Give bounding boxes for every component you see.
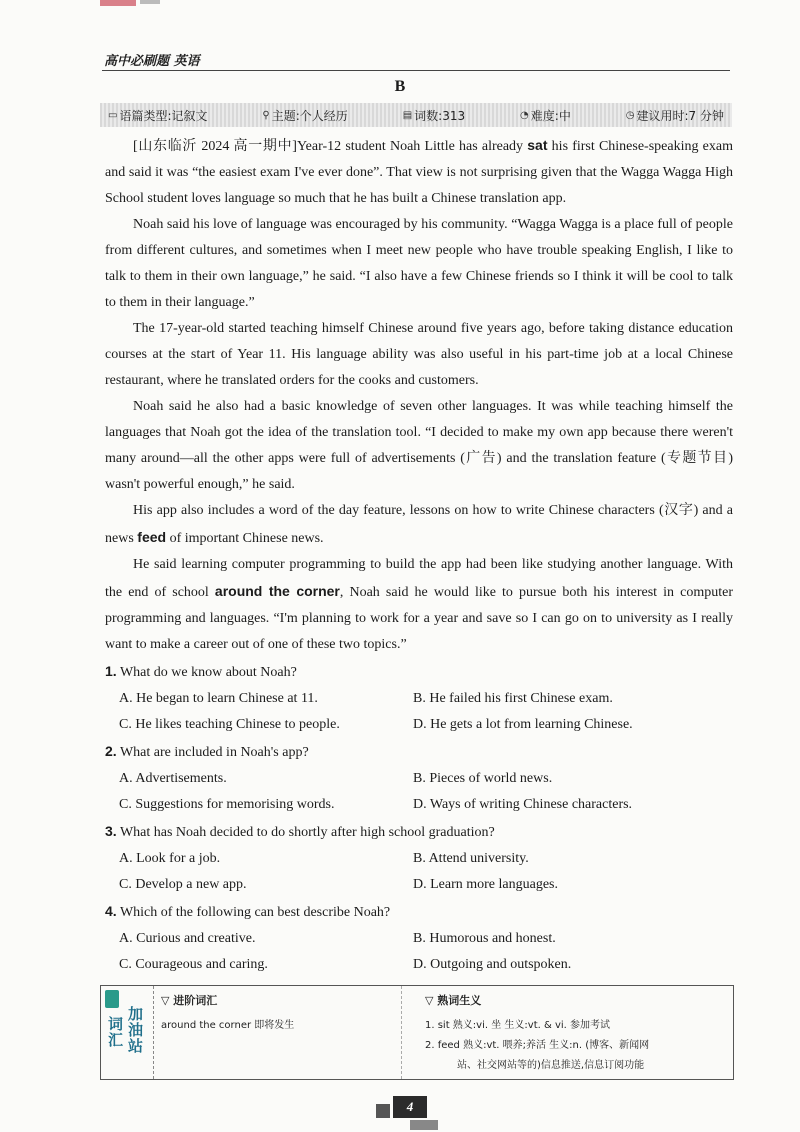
question-3: 3. What has Noah decided to do shortly after high school graduation? A. Look for a job. B. Attend university. C. Develop a new app. D. Learn more languages.	[105, 818, 733, 898]
option-c[interactable]: C. Courageous and caring.	[119, 957, 268, 972]
option-d[interactable]: D. Outgoing and outspoken.	[413, 957, 572, 972]
clock-icon: ◷	[625, 109, 635, 121]
vocab-divider	[401, 986, 402, 1079]
paragraph-5: His app also includes a word of the day feature, lessons on how to write Chinese characters (汉字) and a news feed of important Chinese news.	[105, 503, 733, 546]
magnifier-icon: ⚲	[262, 109, 270, 121]
topic-info: ⚲ 主题:个人经历	[262, 108, 348, 123]
page-number-decoration	[410, 1120, 438, 1130]
passage-info-bar	[100, 103, 732, 127]
paragraph-6: He said learning computer programming to build the app had been like studying another language. With the end of school around the corner, Noah said he would like to pursue both his interest in computer programming and languages. “I'm planning to work for a year and save so I can go on to university as I really want to make a career out of one of these two topics.”	[105, 557, 733, 652]
question-2: 2. What are included in Noah's app? A. Advertisements. B. Pieces of world news. C. Suggestions for memorising words. D. Ways of writing Chinese characters.	[105, 738, 733, 818]
advanced-vocab: ▽ 进阶词汇 around the corner 即将发生	[161, 994, 295, 1031]
section-letter: B	[394, 78, 406, 95]
top-color-mark	[100, 0, 136, 6]
paragraph-2: Noah said his love of language was encouraged by his community. “Wagga Wagga is a place full of people from different cultures, and sometimes when I meet new people who have trouble speaking English, I like to talk to them in their own language,” he said. “I also have a few Chinese friends so I think it will be cool to talk to them in their language.”	[105, 217, 733, 310]
time-info: ◷ 建议用时:7 分钟	[625, 108, 724, 123]
option-c[interactable]: C. Suggestions for memorising words.	[119, 797, 335, 812]
paragraph-4: Noah said he also had a basic knowledge of seven other languages. It was while teaching himself the languages that Noah got the idea of the translation tool. “I decided to make my own app because there weren't many around—all the other apps were full of advertisements (广告) and the translation feature (专题节目) wasn't powerful enough,” he said.	[105, 399, 733, 492]
vocabulary-box	[100, 985, 734, 1080]
passage-body	[105, 132, 733, 978]
question-4: 4. Which of the following can best describe Noah? A. Curious and creative. B. Humorous and honest. C. Courageous and caring. D. Outgoing and outspoken.	[105, 898, 733, 978]
top-gray-mark	[140, 0, 160, 4]
bookmark-icon	[105, 990, 119, 1008]
new-meanings: ▽ 熟词生义 1. sit 熟义:vi. 坐 生义:vt. & vi. 参加考试 2. feed 熟义:vt. 喂养;养活 生义:n. (博客、新闻网 站、社交网站等的)信息推送,信息订阅功能	[425, 994, 650, 1071]
difficulty-info: ◔ 难度:中	[520, 108, 571, 123]
option-c[interactable]: C. He likes teaching Chinese to people.	[119, 717, 340, 732]
word-count-info: ▤ 词数:313	[402, 108, 466, 123]
option-c[interactable]: C. Develop a new app.	[119, 877, 247, 892]
gauge-icon: ◔	[520, 109, 529, 121]
header-divider	[102, 70, 730, 71]
option-d[interactable]: D. He gets a lot from learning Chinese.	[413, 717, 633, 732]
option-b[interactable]: B. He failed his first Chinese exam.	[413, 691, 613, 706]
option-a[interactable]: A. He began to learn Chinese at 11.	[119, 691, 318, 706]
option-b[interactable]: B. Pieces of world news.	[413, 771, 553, 786]
option-a[interactable]: A. Curious and creative.	[119, 931, 256, 946]
paragraph-3: The 17-year-old started teaching himself Chinese around five years ago, before taking distance education courses at the start of Year 11. His language ability was also useful in his part-time job at a local Chinese restaurant, where he translated orders for the cooks and customers.	[105, 321, 733, 388]
document-icon: ▤	[402, 109, 413, 121]
option-d[interactable]: D. Ways of writing Chinese characters.	[413, 797, 633, 812]
option-b[interactable]: B. Humorous and honest.	[413, 931, 556, 946]
option-a[interactable]: A. Advertisements.	[119, 771, 227, 786]
option-a[interactable]: A. Look for a job.	[119, 851, 221, 866]
page-number-decoration	[376, 1104, 390, 1118]
option-b[interactable]: B. Attend university.	[413, 851, 529, 866]
paragraph-1: [山东临沂 2024 高一期中]Year-12 student Noah Little has already sat his first Chinese-speaking exam and said it was “the easiest exam I've ever done”. That view is not surprising given that the Wagga Wagga High School student loves language so much that he has built a Chinese translation app.	[105, 137, 733, 206]
question-1: 1. What do we know about Noah? A. He began to learn Chinese at 11. B. He failed his first Chinese exam. C. He likes teaching Chinese to people. D. He gets a lot from learning Chinese.	[105, 658, 733, 738]
text-type-info: ▭ 语篇类型:记叙文	[108, 108, 208, 123]
vocabulary-side-label: 词汇 加油站	[101, 986, 154, 1079]
book-icon: ▭	[108, 109, 118, 121]
book-title: 高中必刷题 英语	[104, 54, 200, 69]
option-d[interactable]: D. Learn more languages.	[413, 877, 558, 892]
page-number: 4	[393, 1096, 427, 1118]
